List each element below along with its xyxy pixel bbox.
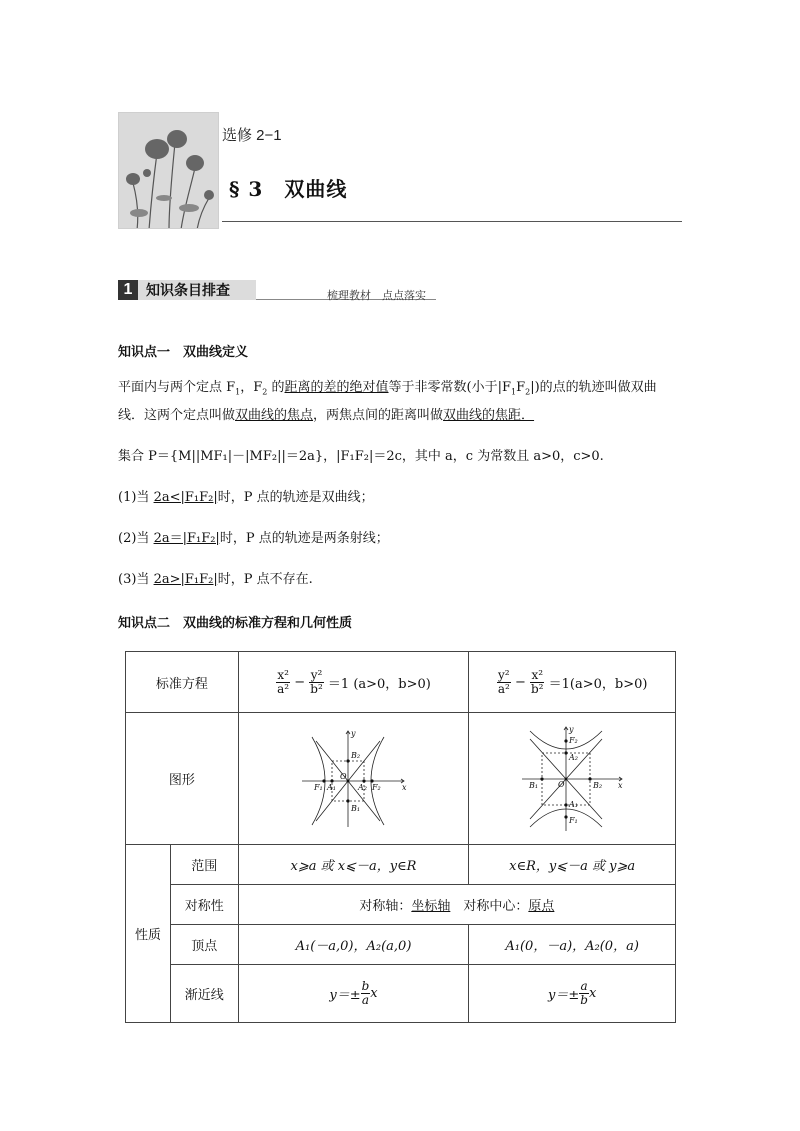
table-row (126, 965, 676, 1023)
graph2-label-y: y (569, 724, 574, 734)
graph1-label-F2: F₂ (371, 782, 381, 792)
graph-vertical-cell (469, 713, 676, 845)
graph1-label-A2: A₂ (357, 782, 367, 792)
kp1-case-2: (2)当 2a＝|F₁F₂|时，P 点的轨迹是两条射线； (118, 531, 389, 546)
asymptote-vertical: y＝± $\frac{a}{b}$ x (469, 965, 676, 1023)
graph1-label-B2: B₂ (350, 750, 360, 760)
graph2-label-B2: B₂ (593, 780, 603, 790)
definition-key-2: 双曲线的焦点 (235, 408, 314, 423)
hyperbola-properties-table (125, 651, 676, 1023)
symmetry-cell: 对称轴：坐标轴 对称中心：原点 (238, 885, 675, 925)
table-row (126, 652, 676, 713)
graph1-label-O: O (339, 771, 347, 781)
table-row (126, 845, 676, 885)
course-label: 选修 2−1 (222, 127, 282, 144)
equation-vertical: $\frac{\text{y²}}{\text{a²}}$ − $\frac{\text{x²}}{\text{b²}}$ ＝1(a>0，b>0) (469, 652, 676, 713)
row-label-symmetry: 对称性 (170, 885, 238, 925)
graph1-label-B1: B₁ (350, 803, 360, 813)
row-label-range: 范围 (170, 845, 238, 885)
graph2-label-F1: F₁ (569, 815, 578, 825)
row-label-asymptote: 渐近线 (170, 965, 238, 1023)
graph2-label-F2: F₂ (569, 735, 578, 745)
graph2-label-O: O (558, 779, 565, 789)
row-group-properties: 性质 (126, 845, 171, 1023)
graph2-label-x: x (618, 780, 623, 790)
kp1-case-1: (1)当 2a<|F₁F₂|时，P 点的轨迹是双曲线； (118, 490, 374, 505)
symmetry-center: 原点 (528, 899, 555, 914)
equation-horizontal: $\frac{\text{x²}}{\text{a²}}$ − $\frac{\text{y²}}{\text{b²}}$ ＝1 (a>0，b>0) (238, 652, 469, 713)
graph-horizontal-cell (238, 713, 469, 845)
row-label-graph: 图形 (126, 713, 239, 845)
section-subtitle: 梳理教材 点点落实 (327, 290, 426, 302)
graph1-label-A1: A₁ (326, 782, 336, 792)
definition-key-1: 距离的差的绝对值 (284, 380, 389, 395)
asymptote-horizontal: y＝± $\frac{b}{a}$ x (238, 965, 469, 1023)
hyperbola-horizontal-diagram (298, 727, 410, 831)
kp1-definition-line2: 线．这两个定点叫做双曲线的焦点，两焦点间的距离叫做双曲线的焦距． (118, 408, 535, 423)
graph2-label-A1: A₁ (569, 799, 579, 809)
vertex-vertical: A₁(0，－a)，A₂(0，a) (469, 925, 676, 965)
hyperbola-vertical-diagram (516, 723, 628, 835)
row-label-vertex: 顶点 (170, 925, 238, 965)
graph2-label-A2: A₂ (569, 752, 579, 762)
section-number: 1 (118, 280, 138, 300)
graph1-label-x: x (401, 782, 407, 792)
kp1-heading: 知识点一 双曲线定义 (118, 344, 249, 359)
decorative-flower-image (118, 112, 219, 229)
range-horizontal: x⩾a 或 x⩽－a，y∈R (238, 845, 469, 885)
table-row (126, 885, 676, 925)
kp1-set-text: 集合 P＝{M||MF₁|－|MF₂||＝2a}，|F₁F₂|＝2c，其中 a，c 为常数且 a>0，c>0. (118, 449, 604, 464)
title-divider (222, 221, 682, 222)
range-vertical: x∈R，y⩽－a 或 y⩾a (469, 845, 676, 885)
graph1-label-y: y (350, 728, 356, 738)
kp2-heading: 知识点二 双曲线的标准方程和几何性质 (118, 615, 353, 630)
kp1-definition: 平面内与两个定点 $F_1$，$F_2$ 的距离的差的绝对值等于非零常数(小于$|F_1F_2|$)的点的轨迹叫做双曲 (118, 380, 657, 397)
table-row (126, 713, 676, 845)
symmetry-axis: 坐标轴 (411, 899, 451, 914)
section-title: § 3 双曲线 (229, 177, 348, 201)
section-label: 知识条目排查 (138, 280, 256, 300)
kp1-case-3: (3)当 2a>|F₁F₂|时，P 点不存在. (118, 572, 313, 587)
row-label-standard-equation: 标准方程 (126, 652, 239, 713)
definition-key-3: 双曲线的焦距． (443, 408, 535, 423)
table-row (126, 925, 676, 965)
graph2-label-B1: B₁ (529, 780, 539, 790)
vertex-horizontal: A₁(－a,0)，A₂(a,0) (238, 925, 469, 965)
graph1-label-F1: F₁ (313, 782, 323, 792)
